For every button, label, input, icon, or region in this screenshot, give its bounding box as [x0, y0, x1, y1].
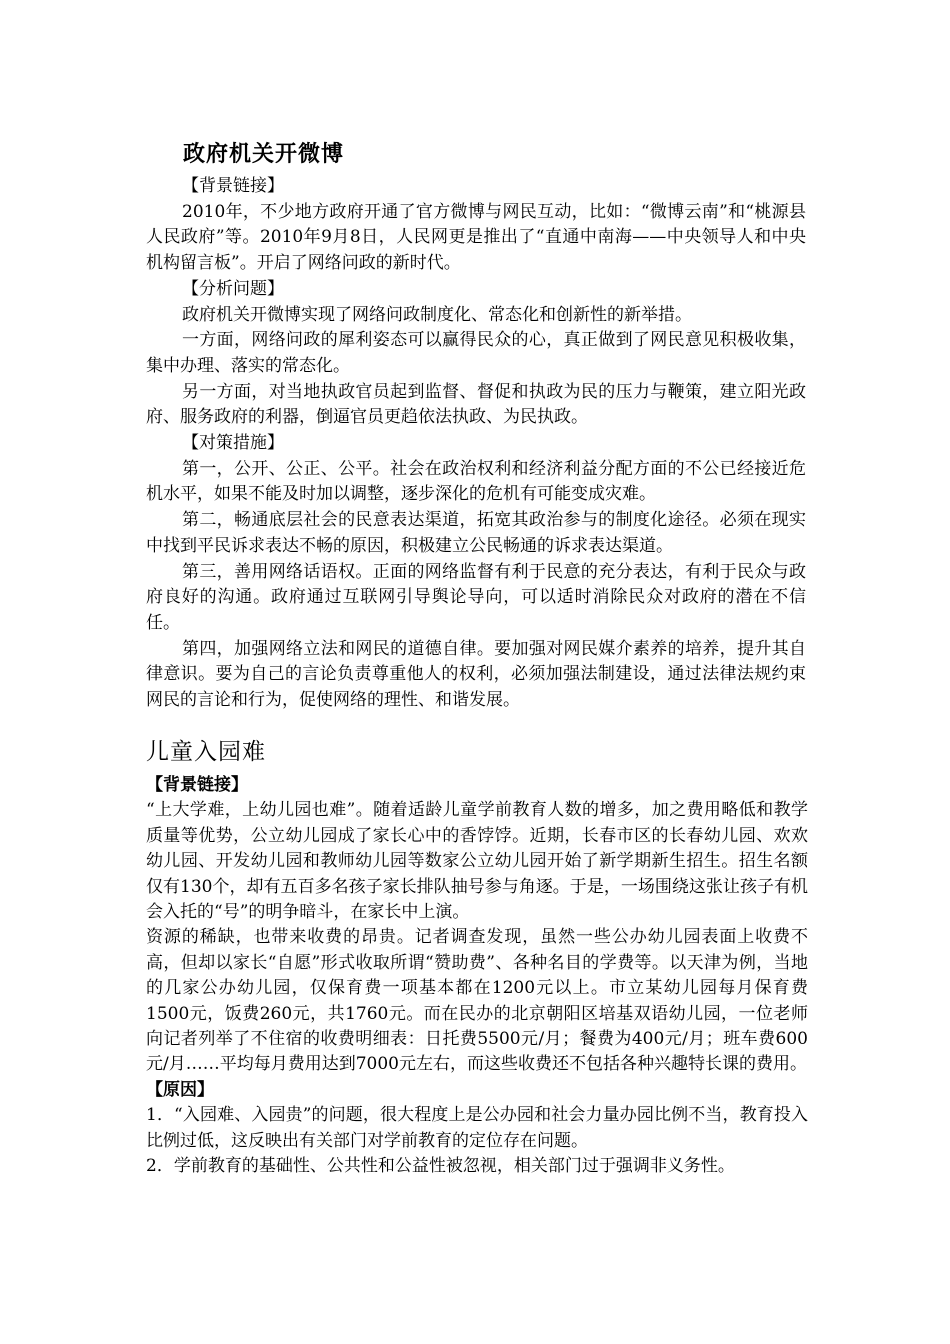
paragraph: 第二，畅通底层社会的民意表达渠道，拓宽其政治参与的制度化途径。必须在现实中找到平民诉求表达不畅的原因，积极建立公民畅通的诉求表达渠道。: [146, 510, 806, 556]
section-title: 政府机关开微博: [183, 141, 345, 167]
paragraph: 第三，善用网络话语权。正面的网络监督有利于民意的充分表达，有利于民众与政府良好的沟通。政府通过互联网引导舆论导向，可以适时消除民众对政府的潜在不信任。: [146, 561, 806, 633]
section-heading-analysis: 【分析问题】: [182, 278, 284, 299]
section-heading-background: 【背景链接】: [146, 775, 248, 795]
paragraph: 政府机关开微博实现了网络问政制度化、常态化和创新性的新举措。: [182, 304, 692, 325]
section-heading-measures: 【对策措施】: [182, 433, 284, 454]
list-item: 1．“入园难、入园贵”的问题，很大程度上是公办园和社会力量办园比例不当，教育投入比例过低，这反映出有关部门对学前教育的定位存在问题。: [146, 1105, 808, 1151]
paragraph: “上大学难，上幼儿园也难”。随着适龄儿童学前教育人数的增多，加之费用略低和教学质量等优势，公立幼儿园成了家长心中的香饽饽。近期，长春市区的长春幼儿园、欢欢幼儿园、开发幼儿园和教师幼儿园等数家公立幼儿园开始了新学期新生招生。招生名额仅有130个，却有五百多名孩子家长排队抽号参与角逐。于是，一场围绕这张让孩子有机会入托的“号”的明争暗斗，在家长中上演。: [146, 800, 808, 923]
paragraph: 一方面，网络问政的犀利姿态可以赢得民众的心，真正做到了网民意见积极收集，集中办理、落实的常态化。: [146, 330, 806, 376]
paragraph: 2010年，不少地方政府开通了官方微博与网民互动，比如：“微博云南”和“桃源县人民政府”等。2010年9月8日，人民网更是推出了“直通中南海——中央领导人和中央机构留言板”。开启了网络问政的新时代。: [146, 201, 806, 274]
section-body: [146, 773, 808, 1180]
section-body: [146, 174, 806, 714]
paragraph: 另一方面，对当地执政官员起到监督、督促和执政为民的压力与鞭策，建立阳光政府、服务政府的利器，倒逼官员更趋依法执政、为民执政。: [146, 381, 806, 428]
paragraph: 资源的稀缺，也带来收费的昂贵。记者调查发现，虽然一些公办幼儿园表面上收费不高，但却以家长“自愿”形式收取所谓“赞助费”、各种名目的学费等。以天津为例，当地的几家公办幼儿园，仅保育费一项基本都在1200元以上。市立某幼儿园每月保育费1500元，饭费260元，共1760元。而在民办的北京朝阳区培基双语幼儿园，一位老师向记者列举了不住宿的收费明细表：日托费5500元/月；餐费为400元/月；班车费600元/月……平均每月费用达到7000元左右，而这些收费还不包括各种兴趣特长课的费用。: [146, 927, 808, 1075]
section-title: 儿童入园难: [146, 739, 266, 765]
section-heading-reasons: 【原因】: [146, 1079, 214, 1100]
paragraph: 第一，公开、公正、公平。社会在政治权利和经济利益分配方面的不公已经接近危机水平，如果不能及时加以调整，逐步深化的危机有可能变成灾难。: [146, 458, 806, 505]
section-heading-background: 【背景链接】: [182, 176, 284, 196]
list-item: 2．学前教育的基础性、公共性和公益性被忽视，相关部门过于强调非义务性。: [146, 1156, 735, 1177]
paragraph: 第四，加强网络立法和网民的道德自律。要加强对网民媒介素养的培养，提升其自律意识。要为自己的言论负责尊重他人的权利，必须加强法制建设，通过法律法规约束网民的言论和行为，促使网络的理性、和谐发展。: [146, 638, 806, 711]
